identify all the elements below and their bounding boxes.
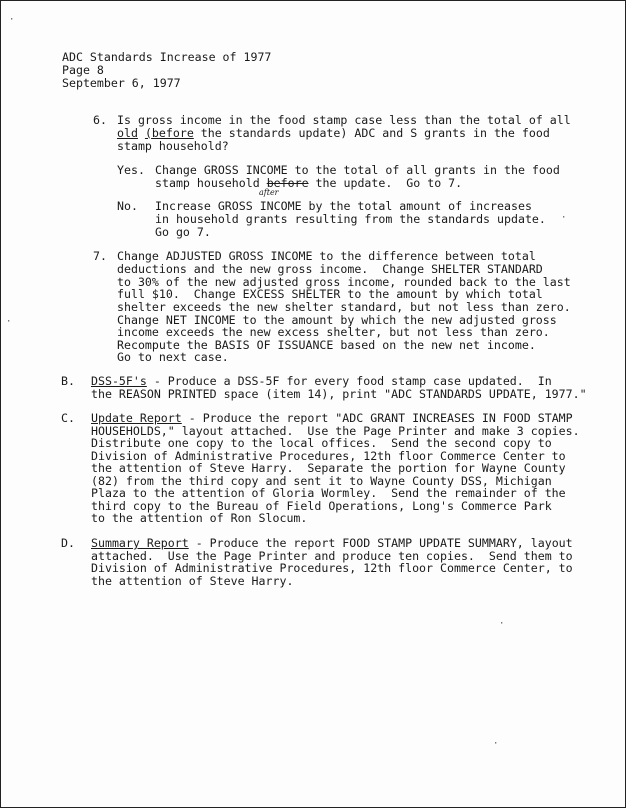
item-7-line: to 30% of the new adjusted gross income, rounded back to the last [117,275,571,289]
section-c-label: C. [61,411,75,425]
section-b-line-2: the REASON PRINTED space (item 14), print "ADC STANDARDS UPDATE, 1977." [91,387,587,401]
item-7-number: 7. [93,249,107,263]
item-6-question-line-1: Is gross income in the food stamp case less than the total of all [117,113,571,127]
scan-speck: · [6,317,12,327]
section-c-line: HOUSEHOLDS," layout attached. Use the Page Printer and make 3 copies. [91,424,580,438]
section-b-line-1: DSS-5F's - Produce a DSS-5F for every food stamp case updated. In [91,374,552,388]
section-d-label: D. [61,536,75,550]
no-line-3: Go go 7. [155,225,211,239]
item-7-line: shelter exceeds the new shelter standard, but not less than zero. [117,300,571,314]
scan-speck: · [561,213,567,223]
section-d-line: Division of Administrative Procedures, 12th floor Commerce Center, to [91,561,573,575]
item-7-line: Change NET INCOME to the amount by which the new adjusted gross [117,313,557,327]
section-c-line-1: Update Report - Produce the report "ADC GRANT INCREASES IN FOOD STAMP [91,411,573,425]
item-6-question-line-3: stamp household? [117,139,229,153]
header-title: ADC Standards Increase of 1977 [62,50,272,64]
section-d-line: attached. Use the Page Printer and produce ten copies. Send them to [91,549,573,563]
section-d-line: the attention of Steve Harry. [91,574,294,588]
section-c-line: Division of Administrative Procedures, 12th floor Commerce Center to [91,449,566,463]
section-c-line: third copy to the Bureau of Field Operations, Long's Commerce Park [91,499,552,513]
scan-speck: · [9,15,15,25]
section-b-label: B. [61,374,75,388]
item-7-line: full $10. Change EXCESS SHELTER to the amount by which total [117,287,543,301]
no-label: No. [117,199,138,213]
item-7-line: Change ADJUSTED GROSS INCOME to the difference between total [117,249,536,263]
section-d-line-1: Summary Report - Produce the report FOOD STAMP UPDATE SUMMARY, layout [91,536,573,550]
section-c-line: to the attention of Ron Slocum. [91,511,308,525]
section-c-line: the attention of Steve Harry. Separate the portion for Wayne County [91,461,566,475]
item-7-line: Recompute the BASIS OF ISSUANCE based on the new net income. [117,338,536,352]
item-7-line: deductions and the new gross income. Change SHELTER STANDARD [117,262,543,276]
yes-line-1: Change GROSS INCOME to the total of all grants in the food [155,163,560,177]
item-7-line: income exceeds the new excess shelter, but not less than zero. [117,325,550,339]
header-page: Page 8 [62,63,104,77]
section-c-line: Distribute one copy to the local offices. Send the second copy to [91,436,552,450]
scan-speck: · [493,739,499,749]
item-7-line: Go to next case. [117,350,229,364]
yes-label: Yes. [117,163,145,177]
scan-speck: · [499,619,505,629]
item-6-question-line-2: old (before the standards update) ADC and S grants in the food [117,126,550,140]
item-6-number: 6. [93,113,107,127]
handwritten-correction: after [259,188,279,197]
no-line-1: Increase GROSS INCOME by the total amount of increases [155,199,532,213]
header-date: September 6, 1977 [62,76,181,90]
no-line-2: in household grants resulting from the standards update. [155,212,546,226]
section-c-line: (82) from the third copy and sent it to Wayne County DSS, Michigan [91,474,552,488]
section-c-line: Plaza to the attention of Gloria Wormley. Send the remainder of the [91,486,566,500]
yes-line-2: stamp household before the update. Go to 7. [155,176,463,190]
